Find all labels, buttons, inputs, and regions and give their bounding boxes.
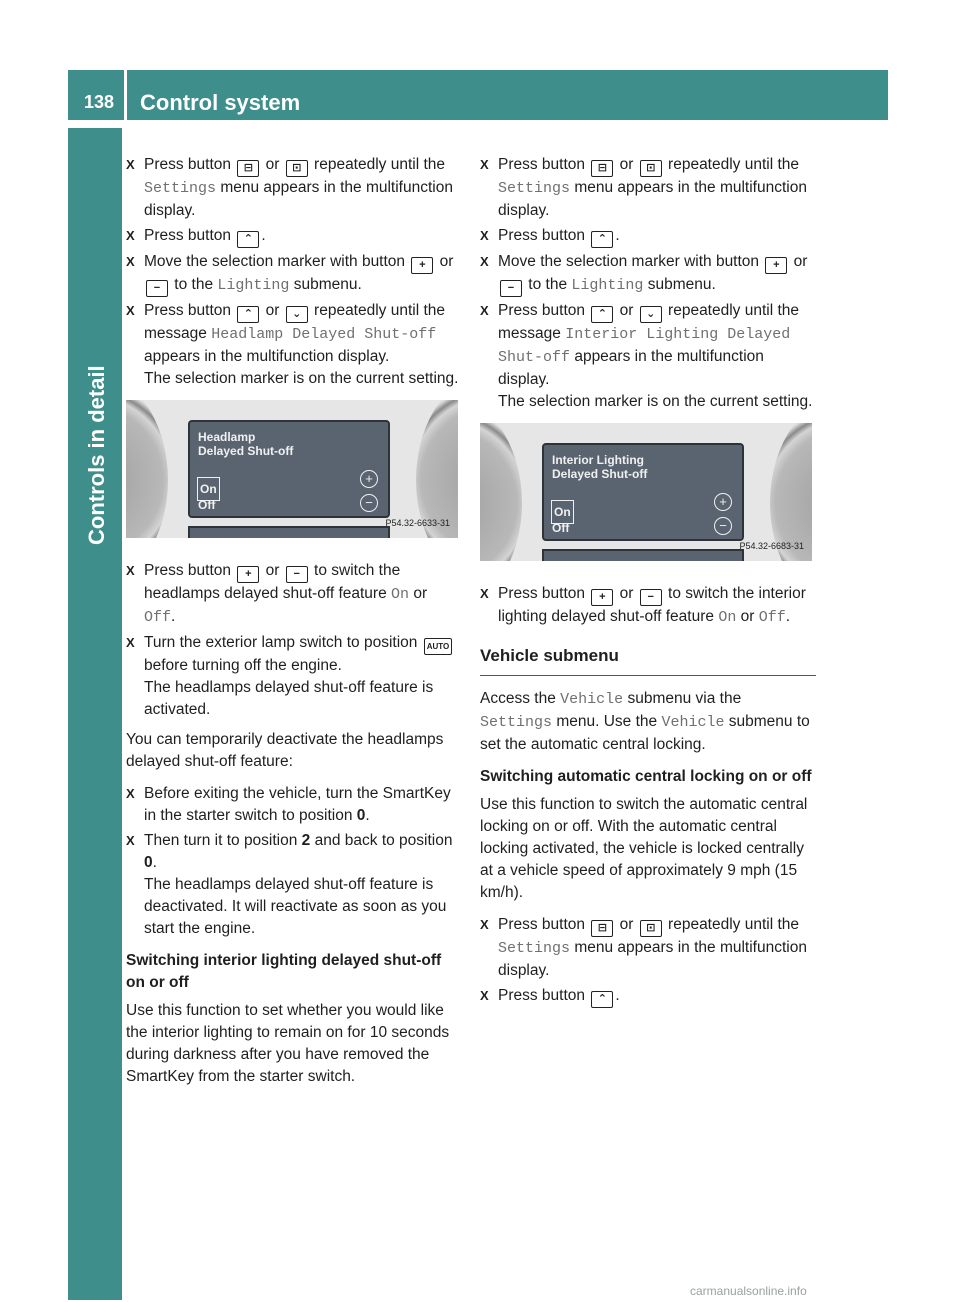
- up-button-icon: ⌃: [591, 991, 613, 1008]
- text: Press button: [498, 302, 590, 319]
- display-text: On: [718, 609, 737, 626]
- text: or: [789, 253, 808, 270]
- minus-icon: −: [714, 517, 732, 535]
- text: or: [409, 585, 428, 602]
- step-arrow-icon: X: [480, 303, 489, 318]
- lower-display: [542, 549, 744, 561]
- figure-code: P54.32-6633-31: [385, 518, 450, 528]
- side-tab-label-wrap: [84, 345, 114, 545]
- text: repeatedly until the message: [144, 302, 446, 342]
- text: repeatedly until the: [663, 916, 800, 933]
- text: .: [785, 608, 791, 625]
- step-arrow-icon: X: [480, 157, 489, 172]
- plus-icon: +: [360, 470, 378, 488]
- option-off: Off: [552, 521, 570, 535]
- step-arrow-icon: X: [480, 917, 489, 932]
- text: 2: [301, 832, 311, 849]
- display-text: Settings: [144, 180, 217, 197]
- text: appears in the multifunction display.: [498, 348, 764, 388]
- plus-button-icon: +: [411, 257, 433, 274]
- plus-button-icon: +: [591, 589, 613, 606]
- paragraph: You can temporarily deactivate the headlamps delayed shut-off feature:: [126, 731, 444, 770]
- step: [480, 300, 816, 413]
- right-column: [480, 154, 816, 1011]
- paragraph: Use this function to set whether you would like the interior lighting to remain on for 10 seconds during darkness after you have removed the SmartKey from the starter switch.: [126, 1002, 450, 1085]
- text: submenu via the: [623, 690, 742, 707]
- side-tab: [68, 128, 122, 1300]
- display-text: Off: [144, 609, 172, 626]
- display-message: [198, 430, 293, 458]
- text: Delayed Shut-off: [198, 444, 294, 458]
- header-divider: [124, 70, 127, 120]
- step-arrow-icon: X: [480, 228, 489, 243]
- text: and back to position: [310, 832, 453, 849]
- text: Press button: [144, 227, 236, 244]
- side-tab-label: Controls in detail: [84, 365, 109, 545]
- heading: Switching automatic central locking on or off: [480, 768, 812, 785]
- display-text: Lighting: [217, 277, 290, 294]
- text: or: [261, 562, 284, 579]
- minus-button-icon: −: [286, 566, 308, 583]
- up-button-icon: ⌃: [591, 306, 613, 323]
- text: Turn the exterior lamp switch to position: [144, 634, 422, 651]
- step: [126, 632, 462, 721]
- step: [480, 154, 816, 222]
- lower-display: [188, 526, 390, 538]
- text: repeatedly until the: [663, 156, 800, 173]
- text: or: [435, 253, 454, 270]
- text: Press button: [144, 562, 236, 579]
- display-text: Headlamp Delayed Shut-off: [211, 326, 437, 343]
- step-arrow-icon: X: [126, 254, 135, 269]
- display-text: Settings: [480, 714, 553, 731]
- step-arrow-icon: X: [126, 563, 135, 578]
- minus-button-icon: −: [146, 280, 168, 297]
- paragraph: Use this function to switch the automatic central locking on or off. With the automatic central locking activated, the vehicle is locked centrally at a vehicle speed of approximately 9 mph (15 km/h).: [480, 796, 808, 901]
- text: The selection marker is on the current setting.: [144, 370, 459, 387]
- text: Interior Lighting: [552, 453, 644, 467]
- text: Press button: [498, 585, 590, 602]
- text: menu appears in the multifunction display.: [144, 179, 453, 219]
- left-column: [126, 154, 462, 1098]
- text: menu appears in the multifunction display.: [498, 179, 807, 219]
- display-text: Lighting: [571, 277, 644, 294]
- step-arrow-icon: X: [126, 786, 135, 801]
- display-button-icon: ⊡: [640, 920, 662, 937]
- instrument-cluster-figure: [126, 400, 458, 538]
- step-arrow-icon: X: [126, 635, 135, 650]
- text: 0: [356, 807, 366, 824]
- plus-icon: +: [714, 493, 732, 511]
- step: [480, 225, 816, 248]
- step: [126, 251, 462, 297]
- text: The selection marker is on the current setting.: [498, 393, 813, 410]
- step: [480, 914, 816, 982]
- display-text: Settings: [498, 940, 571, 957]
- step: [126, 560, 462, 629]
- paragraph: [480, 688, 816, 756]
- subsection-heading: Vehicle submenu: [480, 645, 816, 676]
- figure-code: P54.32-6683-31: [739, 541, 804, 551]
- text: Press button: [498, 156, 590, 173]
- text: .: [365, 807, 370, 824]
- text: .: [152, 854, 157, 871]
- step-arrow-icon: X: [126, 833, 135, 848]
- page-number: 138: [84, 92, 115, 112]
- option-on: On: [552, 501, 573, 523]
- display-button-icon: ⊟: [591, 160, 613, 177]
- up-button-icon: ⌃: [237, 306, 259, 323]
- step-arrow-icon: X: [126, 303, 135, 318]
- display-text: Vehicle: [560, 691, 624, 708]
- text: .: [615, 227, 620, 244]
- text: to the: [170, 276, 218, 293]
- plus-button-icon: +: [237, 566, 259, 583]
- step: [480, 985, 816, 1008]
- text: or: [615, 585, 638, 602]
- text: Then turn it to position: [144, 832, 302, 849]
- text: or: [261, 156, 284, 173]
- minus-button-icon: −: [500, 280, 522, 297]
- text: .: [171, 608, 176, 625]
- step-arrow-icon: X: [126, 228, 135, 243]
- step-arrow-icon: X: [126, 157, 135, 172]
- minus-button-icon: −: [640, 589, 662, 606]
- auto-lamp-icon: AUTO: [424, 638, 453, 655]
- option-on: On: [198, 478, 219, 500]
- text: submenu.: [289, 276, 362, 293]
- text: Move the selection marker with button: [498, 253, 764, 270]
- text: Press button: [498, 227, 590, 244]
- text: to the: [524, 276, 572, 293]
- display-text: Settings: [498, 180, 571, 197]
- text: repeatedly until the: [309, 156, 446, 173]
- display-text: Off: [758, 609, 786, 626]
- gauge: [126, 400, 168, 538]
- display-button-icon: ⊟: [237, 160, 259, 177]
- text: appears in the multifunction display.: [144, 348, 390, 365]
- text: .: [261, 227, 266, 244]
- multifunction-display: [542, 443, 744, 541]
- text: menu appears in the multifunction display.: [498, 939, 807, 979]
- text: Press button: [498, 916, 590, 933]
- step: [126, 154, 462, 222]
- text: Access the: [480, 690, 561, 707]
- text: The headlamps delayed shut-off feature is activated.: [144, 679, 434, 718]
- text: or: [615, 156, 638, 173]
- display-message: [552, 453, 647, 481]
- option-off: Off: [198, 498, 216, 512]
- text: or: [615, 302, 638, 319]
- display-text: Vehicle: [661, 714, 725, 731]
- down-button-icon: ⌄: [640, 306, 662, 323]
- display-text: On: [391, 586, 410, 603]
- text: submenu.: [643, 276, 716, 293]
- step-arrow-icon: X: [480, 586, 489, 601]
- text: Headlamp: [198, 430, 256, 444]
- step: [126, 300, 462, 390]
- step: [126, 830, 462, 940]
- text: 0: [144, 854, 153, 871]
- step: [126, 225, 462, 248]
- up-button-icon: ⌃: [591, 231, 613, 248]
- text: or: [615, 916, 638, 933]
- text: .: [615, 987, 620, 1004]
- text: Press button: [498, 987, 590, 1004]
- display-button-icon: ⊟: [591, 920, 613, 937]
- plus-button-icon: +: [765, 257, 787, 274]
- display-button-icon: ⊡: [640, 160, 662, 177]
- text: Press button: [144, 156, 236, 173]
- heading: Switching interior lighting delayed shut-off on or off: [126, 952, 442, 991]
- multifunction-display: [188, 420, 390, 518]
- text: Move the selection marker with button: [144, 253, 410, 270]
- gauge: [480, 423, 522, 561]
- text: Before exiting the vehicle, turn the SmartKey in the starter switch to position: [144, 785, 451, 824]
- step-arrow-icon: X: [480, 988, 489, 1003]
- instrument-cluster-figure: [480, 423, 812, 561]
- text: Delayed Shut-off: [552, 467, 648, 481]
- text: submenu to set the automatic central locking.: [480, 713, 810, 753]
- step-arrow-icon: X: [480, 254, 489, 269]
- display-text: Interior Lighting Delayed Shut-off: [498, 326, 791, 366]
- text: or: [261, 302, 284, 319]
- text: Press button: [144, 302, 236, 319]
- text: repeatedly until the message: [498, 302, 800, 342]
- text: The headlamps delayed shut-off feature is deactivated. It will reactivate as soon as you start the engine.: [144, 876, 447, 937]
- section-title: Control system: [140, 90, 301, 115]
- text: to switch the interior lighting delayed shut-off feature: [498, 585, 806, 625]
- step: [480, 583, 816, 629]
- text: menu. Use the: [552, 713, 662, 730]
- minus-icon: −: [360, 494, 378, 512]
- down-button-icon: ⌄: [286, 306, 308, 323]
- up-button-icon: ⌃: [237, 231, 259, 248]
- step: [126, 783, 462, 827]
- step: [480, 251, 816, 297]
- text: before turning off the engine.: [144, 657, 342, 674]
- display-button-icon: ⊡: [286, 160, 308, 177]
- watermark: carmanualsonline.info: [690, 1284, 807, 1298]
- text: to switch the headlamps delayed shut-off feature: [144, 562, 401, 602]
- text: or: [736, 608, 759, 625]
